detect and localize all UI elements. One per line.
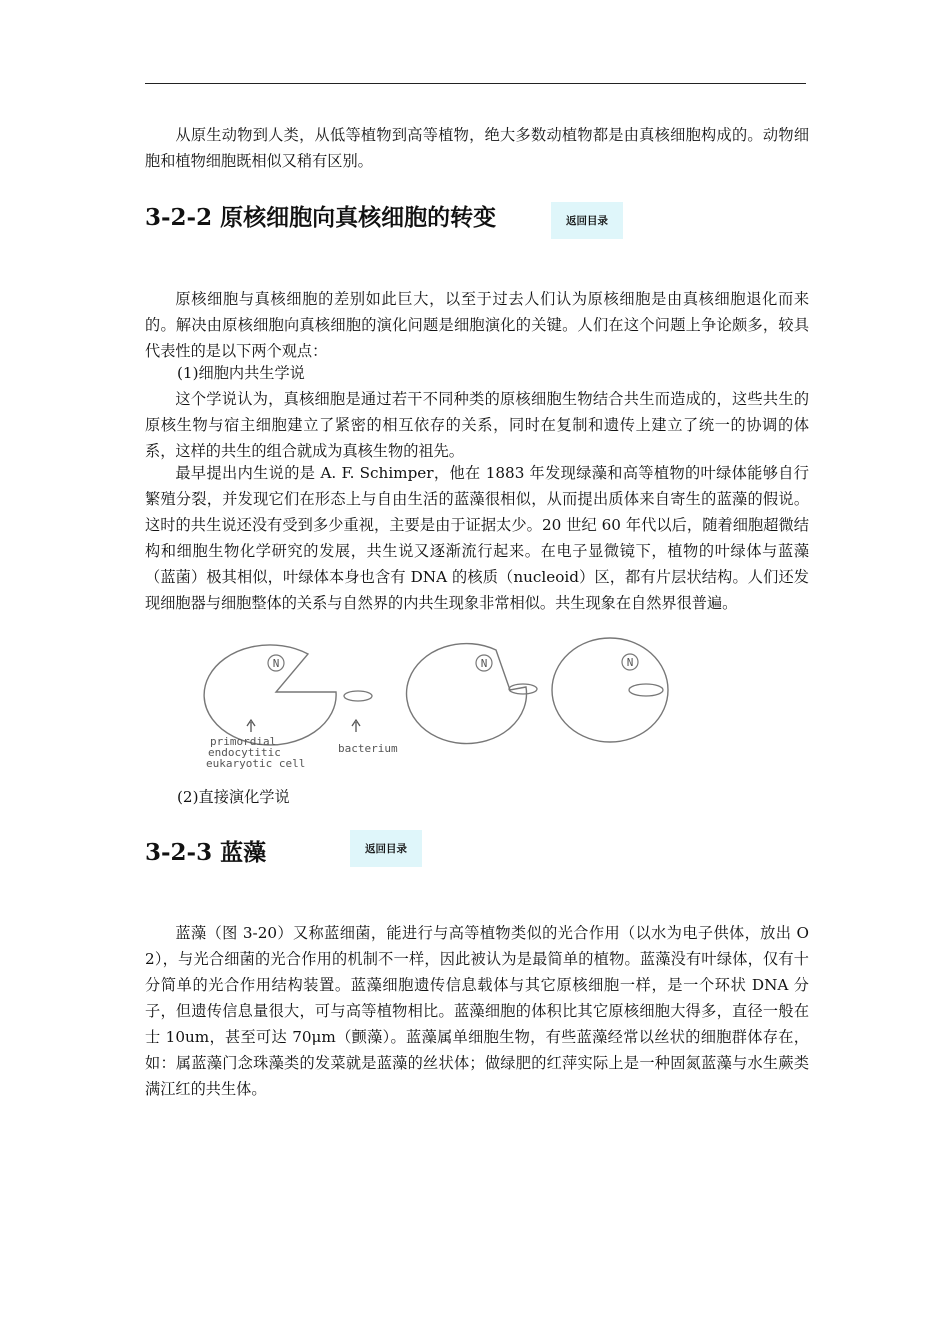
- section1-paragraph-1: 原核细胞与真核细胞的差别如此巨大，以至于过去人们认为原核细胞是由真核细胞退化而来的。解决由原核细胞向真核细胞的演化问题是细胞演化的关键。人们在这个问题上争论颇多，较具代表性的是以下两个观点：: [145, 290, 809, 360]
- section-heading-3-2-2: 3-2-2 原核细胞向真核细胞的转变: [145, 204, 497, 231]
- nucleus-mark-1: N: [272, 657, 280, 670]
- label-eukaryotic-cell: eukaryotic cell: [206, 757, 306, 770]
- bacterium-shape: [344, 691, 372, 701]
- theory-1-label: (1)细胞内共生学说: [177, 364, 305, 382]
- primordial-cell-shape: [204, 645, 336, 745]
- section2-paragraph-1: 蓝藻（图 3-20）又称蓝细菌，能进行与高等植物类似的光合作用（以水为电子供体，放出 O 2），与光合细菌的光合作用的机制不一样，因此被认为是最简单的植物。蓝藻没有叶绿体，仅有十分简单的光合作用结构装置。蓝藻细胞遗传信息载体与其它原核细胞一样，是一个环状 DNA 分子，但遗传信息量很大，可与高等植物相比。蓝藻细胞的体积比其它原核细胞大得多，直径一般在士 10um，甚至可达 70μm（颤藻）。蓝藻属单细胞生物，有些蓝藻经常以丝状的细胞群体存在，如：属蓝藻门念珠藻类的发菜就是蓝藻的丝状体；做绿肥的红萍实际上是一种固氮蓝藻与水生蕨类满江红的共生体。: [145, 924, 809, 1098]
- arrow-icon-right: [352, 720, 360, 732]
- label-endocytitic: endocytitic: [208, 746, 281, 759]
- eukaryotic-cell-shape: [552, 638, 668, 742]
- arrow-icon-left: [247, 720, 255, 732]
- label-bacterium: bacterium: [338, 742, 398, 755]
- section1-paragraph-3: 最早提出内生说的是 A. F. Schimper，他在 1883 年发现绿藻和高等植物的叶绿体能够自行繁殖分裂，并发现它们在形态上与自由生活的蓝藻很相似，从而提出质体来自寄生的蓝藻的假说。这时的共生说还没有受到多少重视，主要是由于证据太少。20 世纪 60 年代以后，随着细胞超微结构和细胞生物化学研究的发展，共生说又逐渐流行起来。在电子显微镜下，植物的叶绿体与蓝藻（蓝菌）极其相似，叶绿体本身也含有 DNA 的核质（nucleoid）区，都有片层状结构。人们还发现细胞器与细胞整体的关系与自然界的内共生现象非常相似。共生现象在自然界很普遍。: [145, 464, 809, 612]
- nucleus-mark-3: N: [626, 656, 634, 669]
- endosymbiont-cell-diagram: [550, 634, 670, 746]
- header-rule: [145, 83, 806, 84]
- engulfing-cell-shape: [407, 644, 527, 744]
- theory-2-label: (2)直接演化学说: [177, 788, 290, 806]
- label-primordial: primordial: [210, 735, 277, 748]
- section1-paragraph-2: 这个学说认为，真核细胞是通过若干不同种类的原核细胞生物结合共生而造成的，这些共生的原核生物与宿主细胞建立了紧密的相互依存的关系，同时在复制和遗传上建立了统一的协调的体系，这样的共生的组合就成为真核生物的祖先。: [145, 390, 809, 460]
- back-to-toc-button-2[interactable]: 返回目录: [350, 830, 422, 867]
- section-heading-3-2-3: 3-2-3 蓝藻: [145, 839, 267, 866]
- nucleus-mark-2: N: [480, 657, 488, 670]
- intro-paragraph: 从原生动物到人类，从低等植物到高等植物，绝大多数动植物都是由真核细胞构成的。动物细胞和植物细胞既相似又稍有区别。: [145, 126, 809, 170]
- endosymbiosis-figure: [196, 632, 566, 770]
- organelle-shape: [629, 684, 663, 696]
- endosymbiosis-diagram: [196, 632, 566, 770]
- back-to-toc-button[interactable]: 返回目录: [551, 202, 623, 239]
